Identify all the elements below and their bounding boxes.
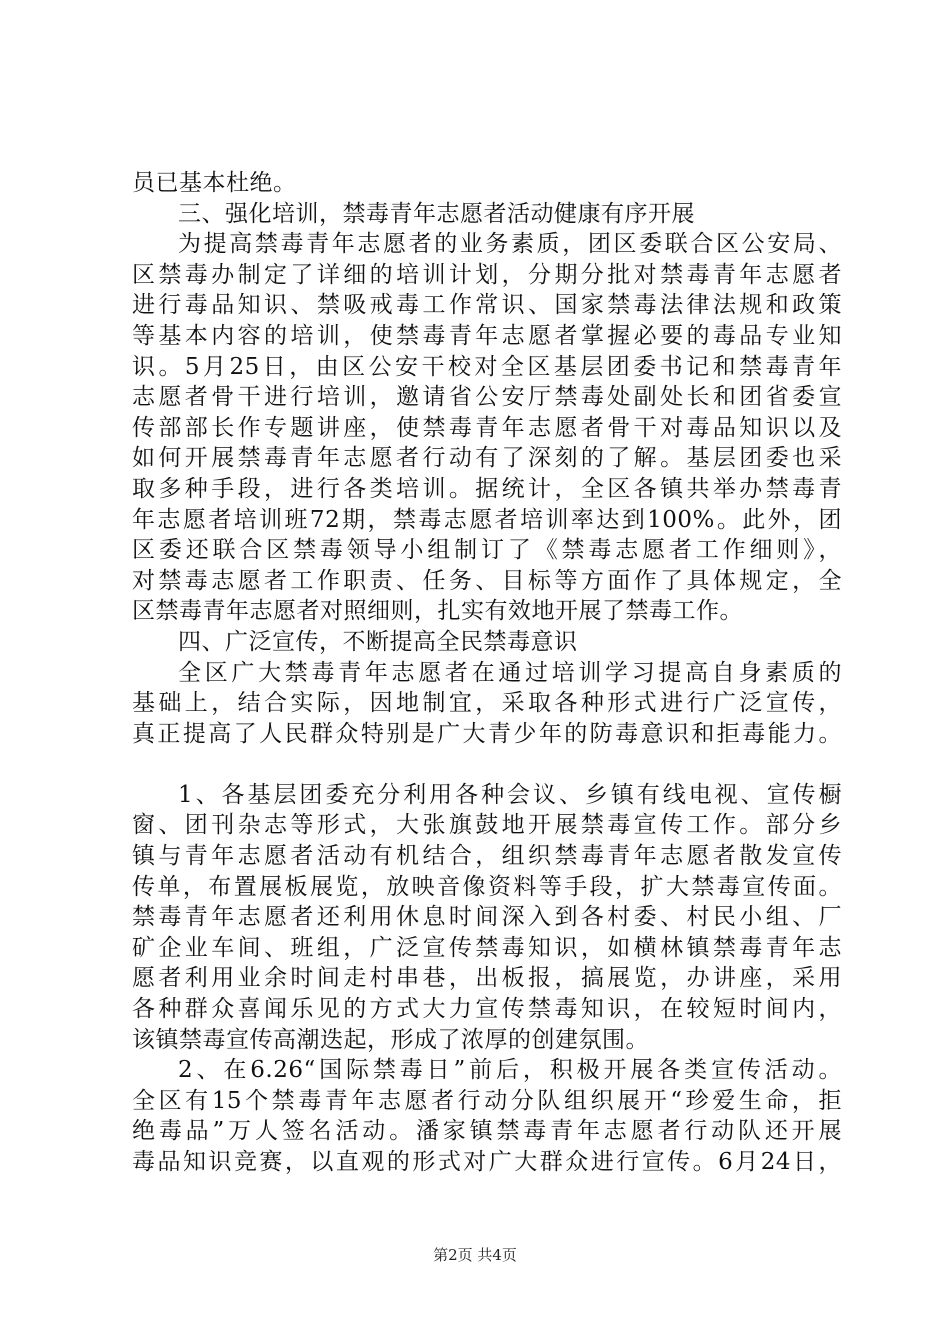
text-line: 矿企业车间、班组，广泛宣传禁毒知识，如横林镇禁毒青年志	[132, 934, 842, 961]
text-line: 区禁毒办制定了详细的培训计划，分期分批对禁毒青年志愿者	[132, 261, 842, 288]
text-line: 窗、团刊杂志等形式，大张旗鼓地开展禁毒宣传工作。部分乡	[132, 812, 842, 839]
text-line: 员已基本杜绝。	[132, 170, 297, 196]
section-heading: 三、强化培训，禁毒青年志愿者活动健康有序开展	[178, 200, 695, 227]
text-line: 传单，布置展板展览，放映音像资料等手段，扩大禁毒宣传面。	[132, 873, 842, 900]
text-line: 该镇禁毒宣传高潮迭起，形成了浓厚的创建氛围。	[132, 1026, 649, 1053]
text-line: 年志愿者培训班72期，禁毒志愿者培训率达到100%。此外，团	[132, 506, 842, 533]
document-body	[132, 168, 842, 1178]
text-line: 禁毒青年志愿者还利用休息时间深入到各村委、村民小组、厂	[132, 904, 842, 931]
text-line: 2、在6.26“国际禁毒日”前后，积极开展各类宣传活动。	[178, 1057, 842, 1084]
text-line: 进行毒品知识、禁吸戒毒工作常识、国家禁毒法律法规和政策	[132, 292, 842, 319]
text-line: 真正提高了人民群众特别是广大青少年的防毒意识和拒毒能力。	[132, 720, 842, 747]
section-heading: 四、广泛宣传，不断提高全民禁毒意识	[178, 628, 578, 655]
page-footer: 第2页 共4页	[433, 1246, 517, 1264]
text-line: 如何开展禁毒青年志愿者行动有了深刻的了解。基层团委也采	[132, 445, 842, 472]
text-line: 识。5月25日，由区公安干校对全区基层团委书记和禁毒青年	[132, 353, 842, 380]
text-line: 愿者利用业余时间走村串巷，出板报，搞展览，办讲座，采用	[132, 965, 842, 992]
text-line: 取多种手段，进行各类培训。据统计，全区各镇共举办禁毒青	[132, 475, 842, 502]
text-line: 为提高禁毒青年志愿者的业务素质，团区委联合区公安局、	[178, 231, 842, 258]
text-line: 区委还联合区禁毒领导小组制订了《禁毒志愿者工作细则》，	[132, 537, 842, 564]
text-line: 1、各基层团委充分利用各种会议、乡镇有线电视、宣传橱	[178, 781, 842, 808]
text-line: 全区广大禁毒青年志愿者在通过培训学习提高自身素质的	[178, 659, 842, 686]
text-line: 镇与青年志愿者活动有机结合，组织禁毒青年志愿者散发宣传	[132, 843, 842, 870]
text-line: 各种群众喜闻乐见的方式大力宣传禁毒知识，在较短时间内，	[132, 996, 842, 1023]
text-line: 区禁毒青年志愿者对照细则，扎实有效地开展了禁毒工作。	[132, 598, 743, 625]
text-line: 绝毒品”万人签名活动。潘家镇禁毒青年志愿者行动队还开展	[132, 1118, 842, 1145]
text-line: 等基本内容的培训，使禁毒青年志愿者掌握必要的毒品专业知	[132, 322, 842, 349]
text-line: 志愿者骨干进行培训，邀请省公安厅禁毒处副处长和团省委宣	[132, 384, 842, 411]
paragraph-gap	[132, 749, 842, 780]
text-line: 基础上，结合实际，因地制宜，采取各种形式进行广泛宣传，	[132, 690, 842, 717]
text-line: 全区有15个禁毒青年志愿者行动分队组织展开“珍爱生命，拒	[132, 1087, 842, 1114]
text-line: 对禁毒志愿者工作职责、任务、目标等方面作了具体规定，全	[132, 567, 842, 594]
text-line: 毒品知识竞赛，以直观的形式对广大群众进行宣传。6月24日，	[132, 1149, 842, 1175]
text-line: 传部部长作专题讲座，使禁毒青年志愿者骨干对毒品知识以及	[132, 414, 842, 441]
